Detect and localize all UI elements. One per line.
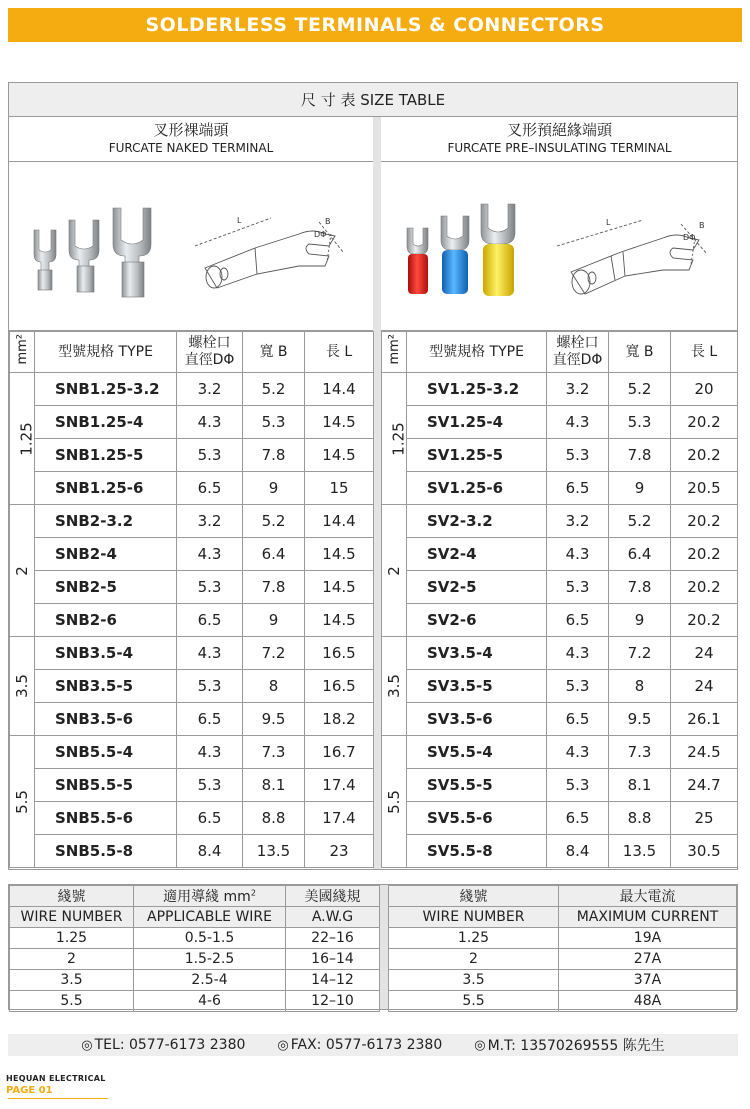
wire-size-group: 5.5: [10, 736, 35, 868]
screw-diameter-cell: 5.3: [547, 571, 609, 604]
length-cell: 20.5: [671, 472, 738, 505]
table-row: [382, 373, 738, 406]
contact-fax: [277, 1037, 442, 1053]
screw-diameter-cell: 8.4: [547, 835, 609, 868]
table-row: [389, 949, 737, 970]
wire-spec-table: [8, 884, 738, 1010]
width-cell: 13.5: [609, 835, 671, 868]
awg-header-zh: 美國綫規: [286, 886, 380, 907]
width-cell: 8: [243, 670, 305, 703]
target-icon: ◎: [474, 1037, 486, 1053]
diagram-label-l: L: [606, 218, 611, 227]
max-current-header-zh: 最大電流: [559, 886, 737, 907]
model-cell: SNB5.5-5: [35, 769, 177, 802]
width-cell: 5.2: [243, 505, 305, 538]
model-cell: SNB1.25-3.2: [35, 373, 177, 406]
width-cell: 9: [609, 604, 671, 637]
footer-divider: [8, 1098, 108, 1099]
panel-title-zh: 叉形預絕緣端頭: [506, 121, 612, 139]
width-cell: 7.8: [243, 571, 305, 604]
screw-diameter-cell: 4.3: [547, 637, 609, 670]
model-cell: SV2-4: [407, 538, 547, 571]
length-cell: 17.4: [305, 769, 374, 802]
length-cell: 24: [671, 637, 738, 670]
page-footer: [6, 1074, 106, 1096]
width-cell: 8.8: [243, 802, 305, 835]
screw-diameter-cell: 6.5: [177, 472, 243, 505]
table-row: [382, 439, 738, 472]
table-row: [10, 970, 380, 991]
length-cell: 16.7: [305, 736, 374, 769]
screw-diameter-cell: 4.3: [177, 538, 243, 571]
wire-size-group: 2: [10, 505, 35, 637]
table-row: [10, 991, 380, 1012]
col-type: 型號規格 TYPE: [407, 332, 547, 373]
length-cell: 14.5: [305, 538, 374, 571]
awg-cell: 22–16: [286, 928, 380, 949]
width-cell: 9.5: [243, 703, 305, 736]
fax-text: FAX: 0577-6173 2380: [290, 1037, 443, 1053]
length-cell: 14.5: [305, 439, 374, 472]
applicable-wire-table: [9, 885, 380, 1012]
table-row: [382, 472, 738, 505]
table-row: [389, 970, 737, 991]
table-row: [382, 505, 738, 538]
awg-header-en: A.W.G: [286, 907, 380, 928]
width-cell: 8.1: [243, 769, 305, 802]
col-length: 長 L: [671, 332, 738, 373]
length-cell: 14.5: [305, 406, 374, 439]
table-row: [10, 802, 374, 835]
target-icon: ◎: [81, 1037, 93, 1053]
length-cell: 16.5: [305, 637, 374, 670]
model-cell: SNB2-5: [35, 571, 177, 604]
width-cell: 5.2: [609, 505, 671, 538]
width-cell: 7.2: [243, 637, 305, 670]
model-cell: SV2-6: [407, 604, 547, 637]
screw-diameter-cell: 6.5: [547, 604, 609, 637]
max-current-cell: 37A: [559, 970, 737, 991]
wire-size-group: 1.25: [10, 373, 35, 505]
width-cell: 5.2: [609, 373, 671, 406]
wire-number-header-en: WIRE NUMBER: [10, 907, 134, 928]
screw-diameter-cell: 4.3: [177, 637, 243, 670]
width-cell: 7.8: [243, 439, 305, 472]
table-row: [382, 604, 738, 637]
col-screw: 螺栓口 直徑DΦ: [547, 332, 609, 373]
table-row: [10, 472, 374, 505]
screw-diameter-cell: 8.4: [177, 835, 243, 868]
table-row: [382, 769, 738, 802]
table-row: [10, 736, 374, 769]
size-table-title: 尺 寸 表 SIZE TABLE: [9, 83, 737, 117]
panel-title-en: FURCATE PRE–INSULATING TERMINAL: [447, 141, 672, 155]
length-cell: 16.5: [305, 670, 374, 703]
contact-tel: [81, 1037, 245, 1053]
insulated-terminal-table: [381, 331, 738, 868]
width-cell: 7.3: [609, 736, 671, 769]
diagram-label-l: L: [237, 216, 242, 225]
screw-diameter-cell: 3.2: [177, 373, 243, 406]
length-cell: 14.4: [305, 505, 374, 538]
screw-diameter-cell: 5.3: [177, 769, 243, 802]
length-cell: 14.5: [305, 571, 374, 604]
model-cell: SV5.5-4: [407, 736, 547, 769]
applicable-wire-cell: 1.5-2.5: [134, 949, 286, 970]
screw-diameter-cell: 6.5: [177, 802, 243, 835]
target-icon: ◎: [277, 1037, 289, 1053]
model-cell: SV5.5-8: [407, 835, 547, 868]
table-row: [10, 373, 374, 406]
size-table-frame: [8, 82, 738, 870]
length-cell: 24: [671, 670, 738, 703]
wire-size-group: 1.25: [382, 373, 407, 505]
applicable-wire-header-zh: 適用導綫 $mm^2$: [134, 886, 286, 907]
model-cell: SV3.5-4: [407, 637, 547, 670]
awg-cell: 12–10: [286, 991, 380, 1012]
awg-cell: 14–12: [286, 970, 380, 991]
model-cell: SV3.5-6: [407, 703, 547, 736]
diagram-label-d: DΦ: [683, 233, 696, 242]
wire-size-group: 2: [382, 505, 407, 637]
length-cell: 20.2: [671, 439, 738, 472]
screw-diameter-cell: 4.3: [547, 736, 609, 769]
table-row: [10, 538, 374, 571]
table-row: [389, 928, 737, 949]
table-row: [10, 835, 374, 868]
diagram-label-b: B: [699, 221, 705, 230]
model-cell: SV1.25-6: [407, 472, 547, 505]
wire-number-header-zh: 綫號: [10, 886, 134, 907]
screw-diameter-cell: 4.3: [547, 406, 609, 439]
page-number: PAGE 01: [6, 1085, 53, 1096]
model-cell: SNB5.5-6: [35, 802, 177, 835]
length-cell: 23: [305, 835, 374, 868]
screw-diameter-cell: 5.3: [177, 439, 243, 472]
applicable-wire-cell: 4-6: [134, 991, 286, 1012]
wire-size-group: 3.5: [10, 637, 35, 736]
table-row: [10, 769, 374, 802]
model-cell: SNB3.5-6: [35, 703, 177, 736]
model-cell: SNB2-3.2: [35, 505, 177, 538]
col-type: 型號規格 TYPE: [35, 332, 177, 373]
wire-number-cell: 3.5: [389, 970, 559, 991]
wire-size-group: 3.5: [382, 637, 407, 736]
col-mm2: mm²: [10, 332, 35, 373]
max-current-cell: 48A: [559, 991, 737, 1012]
table-row: [382, 835, 738, 868]
screw-diameter-cell: 4.3: [177, 736, 243, 769]
length-cell: 14.5: [305, 604, 374, 637]
screw-diameter-cell: 5.3: [547, 439, 609, 472]
model-cell: SV3.5-5: [407, 670, 547, 703]
length-cell: 20.2: [671, 571, 738, 604]
wire-number-header-zh: 綫號: [389, 886, 559, 907]
width-cell: 5.2: [243, 373, 305, 406]
model-cell: SNB1.25-4: [35, 406, 177, 439]
length-cell: 17.4: [305, 802, 374, 835]
model-cell: SV2-3.2: [407, 505, 547, 538]
width-cell: 9: [243, 472, 305, 505]
tel-text: TEL: 0577-6173 2380: [94, 1037, 246, 1053]
screw-diameter-cell: 6.5: [547, 802, 609, 835]
screw-diameter-cell: 6.5: [547, 472, 609, 505]
width-cell: 6.4: [609, 538, 671, 571]
naked-terminal-illustration: [9, 162, 373, 331]
wire-number-cell: 1.25: [389, 928, 559, 949]
width-cell: 7.8: [609, 571, 671, 604]
table-row: [382, 736, 738, 769]
screw-diameter-cell: 4.3: [177, 406, 243, 439]
screw-diameter-cell: 5.3: [177, 670, 243, 703]
page-banner: [8, 8, 742, 42]
max-current-header-en: MAXIMUM CURRENT: [559, 907, 737, 928]
model-cell: SNB3.5-5: [35, 670, 177, 703]
screw-diameter-cell: 3.2: [547, 505, 609, 538]
model-cell: SNB1.25-5: [35, 439, 177, 472]
model-cell: SV5.5-5: [407, 769, 547, 802]
wire-number-header-en: WIRE NUMBER: [389, 907, 559, 928]
applicable-wire-cell: 2.5-4: [134, 970, 286, 991]
col-length: 長 L: [305, 332, 374, 373]
col-width: 寬 B: [243, 332, 305, 373]
screw-diameter-cell: 6.5: [177, 604, 243, 637]
col-mm2: mm²: [382, 332, 407, 373]
screw-diameter-cell: 5.3: [547, 670, 609, 703]
screw-diameter-cell: 4.3: [547, 538, 609, 571]
applicable-wire-cell: 0.5-1.5: [134, 928, 286, 949]
insulated-terminal-image: [381, 162, 737, 331]
table-row: [10, 949, 380, 970]
width-cell: 5.3: [243, 406, 305, 439]
width-cell: 13.5: [243, 835, 305, 868]
table-row: [10, 604, 374, 637]
width-cell: 8.1: [609, 769, 671, 802]
awg-cell: 16–14: [286, 949, 380, 970]
contact-bar: [8, 1034, 738, 1056]
width-cell: 8.8: [609, 802, 671, 835]
model-cell: SV2-5: [407, 571, 547, 604]
table-row: [382, 538, 738, 571]
panel-title-en: FURCATE NAKED TERMINAL: [108, 141, 274, 155]
col-width: 寬 B: [609, 332, 671, 373]
table-row: [382, 670, 738, 703]
max-current-table: [388, 885, 737, 1012]
screw-diameter-cell: 5.3: [547, 769, 609, 802]
contact-mobile: [474, 1035, 664, 1055]
table-row: [10, 670, 374, 703]
table-row: [382, 571, 738, 604]
screw-diameter-cell: 3.2: [177, 505, 243, 538]
wire-number-cell: 5.5: [10, 991, 134, 1012]
table-row: [382, 802, 738, 835]
length-cell: 18.2: [305, 703, 374, 736]
width-cell: 9: [609, 472, 671, 505]
length-cell: 30.5: [671, 835, 738, 868]
max-current-cell: 19A: [559, 928, 737, 949]
panel-title-zh: 叉形裸端頭: [153, 121, 229, 139]
max-current-cell: 27A: [559, 949, 737, 970]
wire-number-cell: 3.5: [10, 970, 134, 991]
model-cell: SNB5.5-8: [35, 835, 177, 868]
width-cell: 9.5: [609, 703, 671, 736]
model-cell: SV1.25-3.2: [407, 373, 547, 406]
model-cell: SNB1.25-6: [35, 472, 177, 505]
table-row: [382, 406, 738, 439]
model-cell: SV1.25-4: [407, 406, 547, 439]
length-cell: 26.1: [671, 703, 738, 736]
footer-brand: HEQUAN ELECTRICAL: [6, 1074, 106, 1083]
wire-number-cell: 2: [389, 949, 559, 970]
table-row: [10, 928, 380, 949]
table-row: [389, 991, 737, 1012]
length-cell: 20.2: [671, 406, 738, 439]
naked-terminal-image: [9, 162, 373, 331]
applicable-wire-header-en: APPLICABLE WIRE: [134, 907, 286, 928]
width-cell: 9: [243, 604, 305, 637]
table-row: [10, 637, 374, 670]
length-cell: 20: [671, 373, 738, 406]
length-cell: 24.7: [671, 769, 738, 802]
length-cell: 25: [671, 802, 738, 835]
pre-insulating-terminal-panel: [381, 117, 738, 869]
diagram-label-d: DΦ: [314, 230, 327, 239]
width-cell: 7.3: [243, 736, 305, 769]
screw-diameter-cell: 6.5: [547, 703, 609, 736]
model-cell: SNB2-4: [35, 538, 177, 571]
width-cell: 6.4: [243, 538, 305, 571]
table-row: [10, 571, 374, 604]
model-cell: SNB5.5-4: [35, 736, 177, 769]
width-cell: 8: [609, 670, 671, 703]
table-row: [10, 703, 374, 736]
width-cell: 5.3: [609, 406, 671, 439]
table-row: [10, 406, 374, 439]
length-cell: 20.2: [671, 505, 738, 538]
model-cell: SV5.5-6: [407, 802, 547, 835]
length-cell: 24.5: [671, 736, 738, 769]
mobile-text: M.T: 13570269555 陈先生: [487, 1038, 665, 1054]
screw-diameter-cell: 3.2: [547, 373, 609, 406]
table-row: [10, 439, 374, 472]
model-cell: SNB3.5-4: [35, 637, 177, 670]
model-cell: SV1.25-5: [407, 439, 547, 472]
table-row: [382, 637, 738, 670]
insulated-terminal-illustration: [381, 162, 738, 331]
length-cell: 14.4: [305, 373, 374, 406]
width-cell: 7.2: [609, 637, 671, 670]
screw-diameter-cell: 5.3: [177, 571, 243, 604]
wire-size-group: 5.5: [382, 736, 407, 868]
length-cell: 20.2: [671, 538, 738, 571]
diagram-label-b: B: [325, 217, 331, 226]
screw-diameter-cell: 6.5: [177, 703, 243, 736]
model-cell: SNB2-6: [35, 604, 177, 637]
banner-title: SOLDERLESS TERMINALS & CONNECTORS: [145, 14, 605, 36]
table-row: [382, 703, 738, 736]
wire-number-cell: 5.5: [389, 991, 559, 1012]
wire-number-cell: 1.25: [10, 928, 134, 949]
wire-number-cell: 2: [10, 949, 134, 970]
naked-terminal-table: [9, 331, 374, 868]
width-cell: 7.8: [609, 439, 671, 472]
length-cell: 20.2: [671, 604, 738, 637]
length-cell: 15: [305, 472, 374, 505]
naked-terminal-panel: [9, 117, 381, 869]
col-screw: 螺栓口 直徑DΦ: [177, 332, 243, 373]
table-row: [10, 505, 374, 538]
